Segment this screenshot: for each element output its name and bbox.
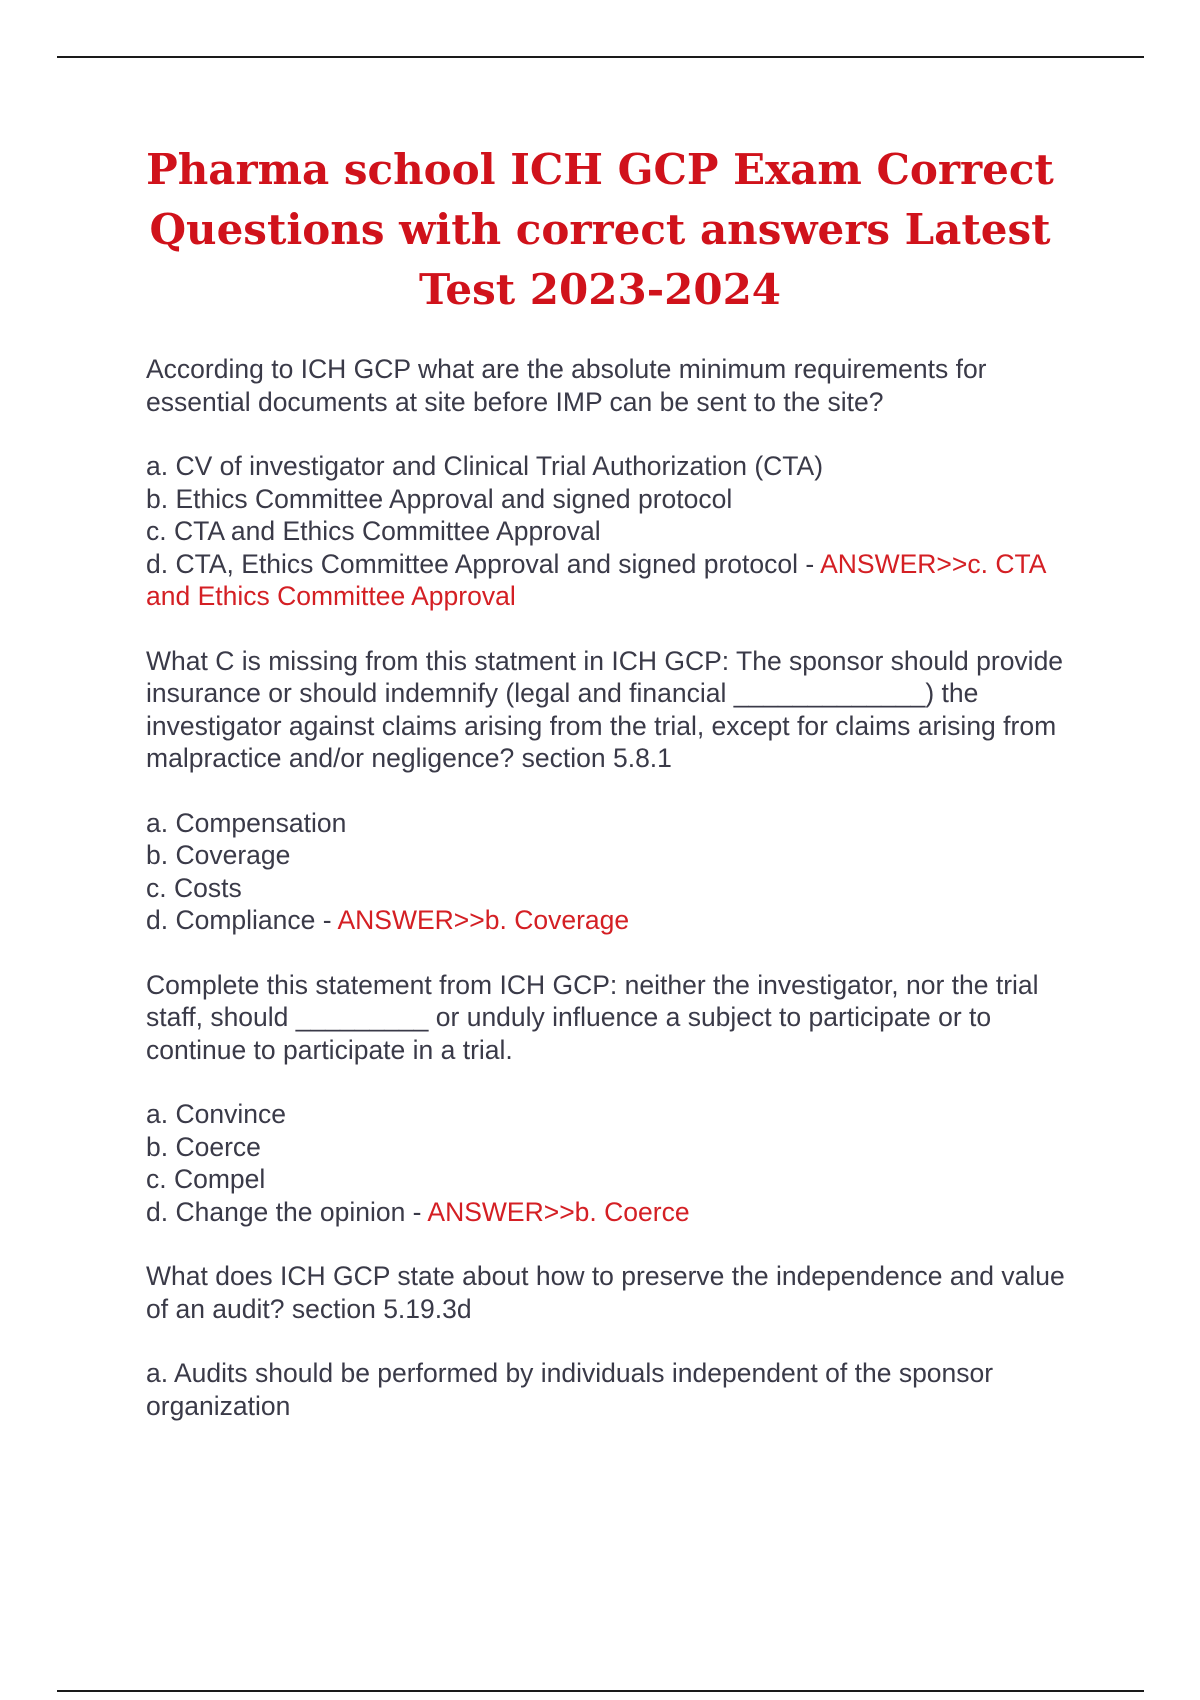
option-a: a. Compensation	[146, 807, 347, 838]
question-3-prompt: Complete this statement from ICH GCP: neither the investigator, nor the trial staff, should _________ or unduly influence a subject to participate or to continue to participate in a trial.	[146, 969, 1039, 1065]
answer-text: ANSWER>>c. CTA and Ethics Committee Approval	[146, 548, 1045, 611]
question-1-options	[146, 450, 1086, 613]
questions-content	[146, 353, 1086, 1454]
answer-text: ANSWER>>b. Coerce	[427, 1196, 690, 1227]
question-4-options	[146, 1357, 1086, 1422]
question-2-prompt: What C is missing from this statment in ICH GCP: The sponsor should provide insurance or should indemnify (legal and financial _____________) the investigator against claims arising from the trial, except for claims arising from malpractice and/or negligence? section 5.8.1	[146, 645, 1064, 773]
option-c: c. Costs	[146, 872, 242, 903]
option-a: a. CV of investigator and Clinical Trial Authorization (CTA)	[146, 451, 824, 481]
answer-text: ANSWER>>b. Coverage	[337, 905, 630, 935]
question-4-prompt: What does ICH GCP state about how to preserve the independence and value of an audit? section 5.19.3d	[146, 1261, 1065, 1324]
option-d: d. Compliance -	[146, 905, 338, 935]
question-1-prompt: According to ICH GCP what are the absolute minimum requirements for essential documents at site before IMP can be sent to the site?	[146, 354, 987, 417]
option-d: d. Change the opinion -	[146, 1196, 428, 1227]
option-c: c. CTA and Ethics Committee Approval	[146, 516, 601, 546]
bottom-rule	[57, 1690, 1144, 1692]
question-2-options	[146, 807, 1086, 937]
option-a: a. Audits should be performed by individuals independent of the sponsor organization	[146, 1358, 994, 1421]
option-c: c. Compel	[146, 1164, 266, 1194]
option-b: b. Ethics Committee Approval and signed protocol	[146, 483, 733, 514]
top-rule	[57, 56, 1144, 58]
option-b: b. Coverage	[146, 840, 291, 870]
option-d: d. CTA, Ethics Committee Approval and signed protocol -	[146, 548, 821, 579]
option-a: a. Convince	[146, 1099, 286, 1129]
question-3-options	[146, 1098, 1086, 1228]
option-b: b. Coerce	[146, 1131, 261, 1162]
document-title: Pharma school ICH GCP Exam Correct Questions with correct answers Latest Test 2023-2024	[146, 145, 1054, 314]
